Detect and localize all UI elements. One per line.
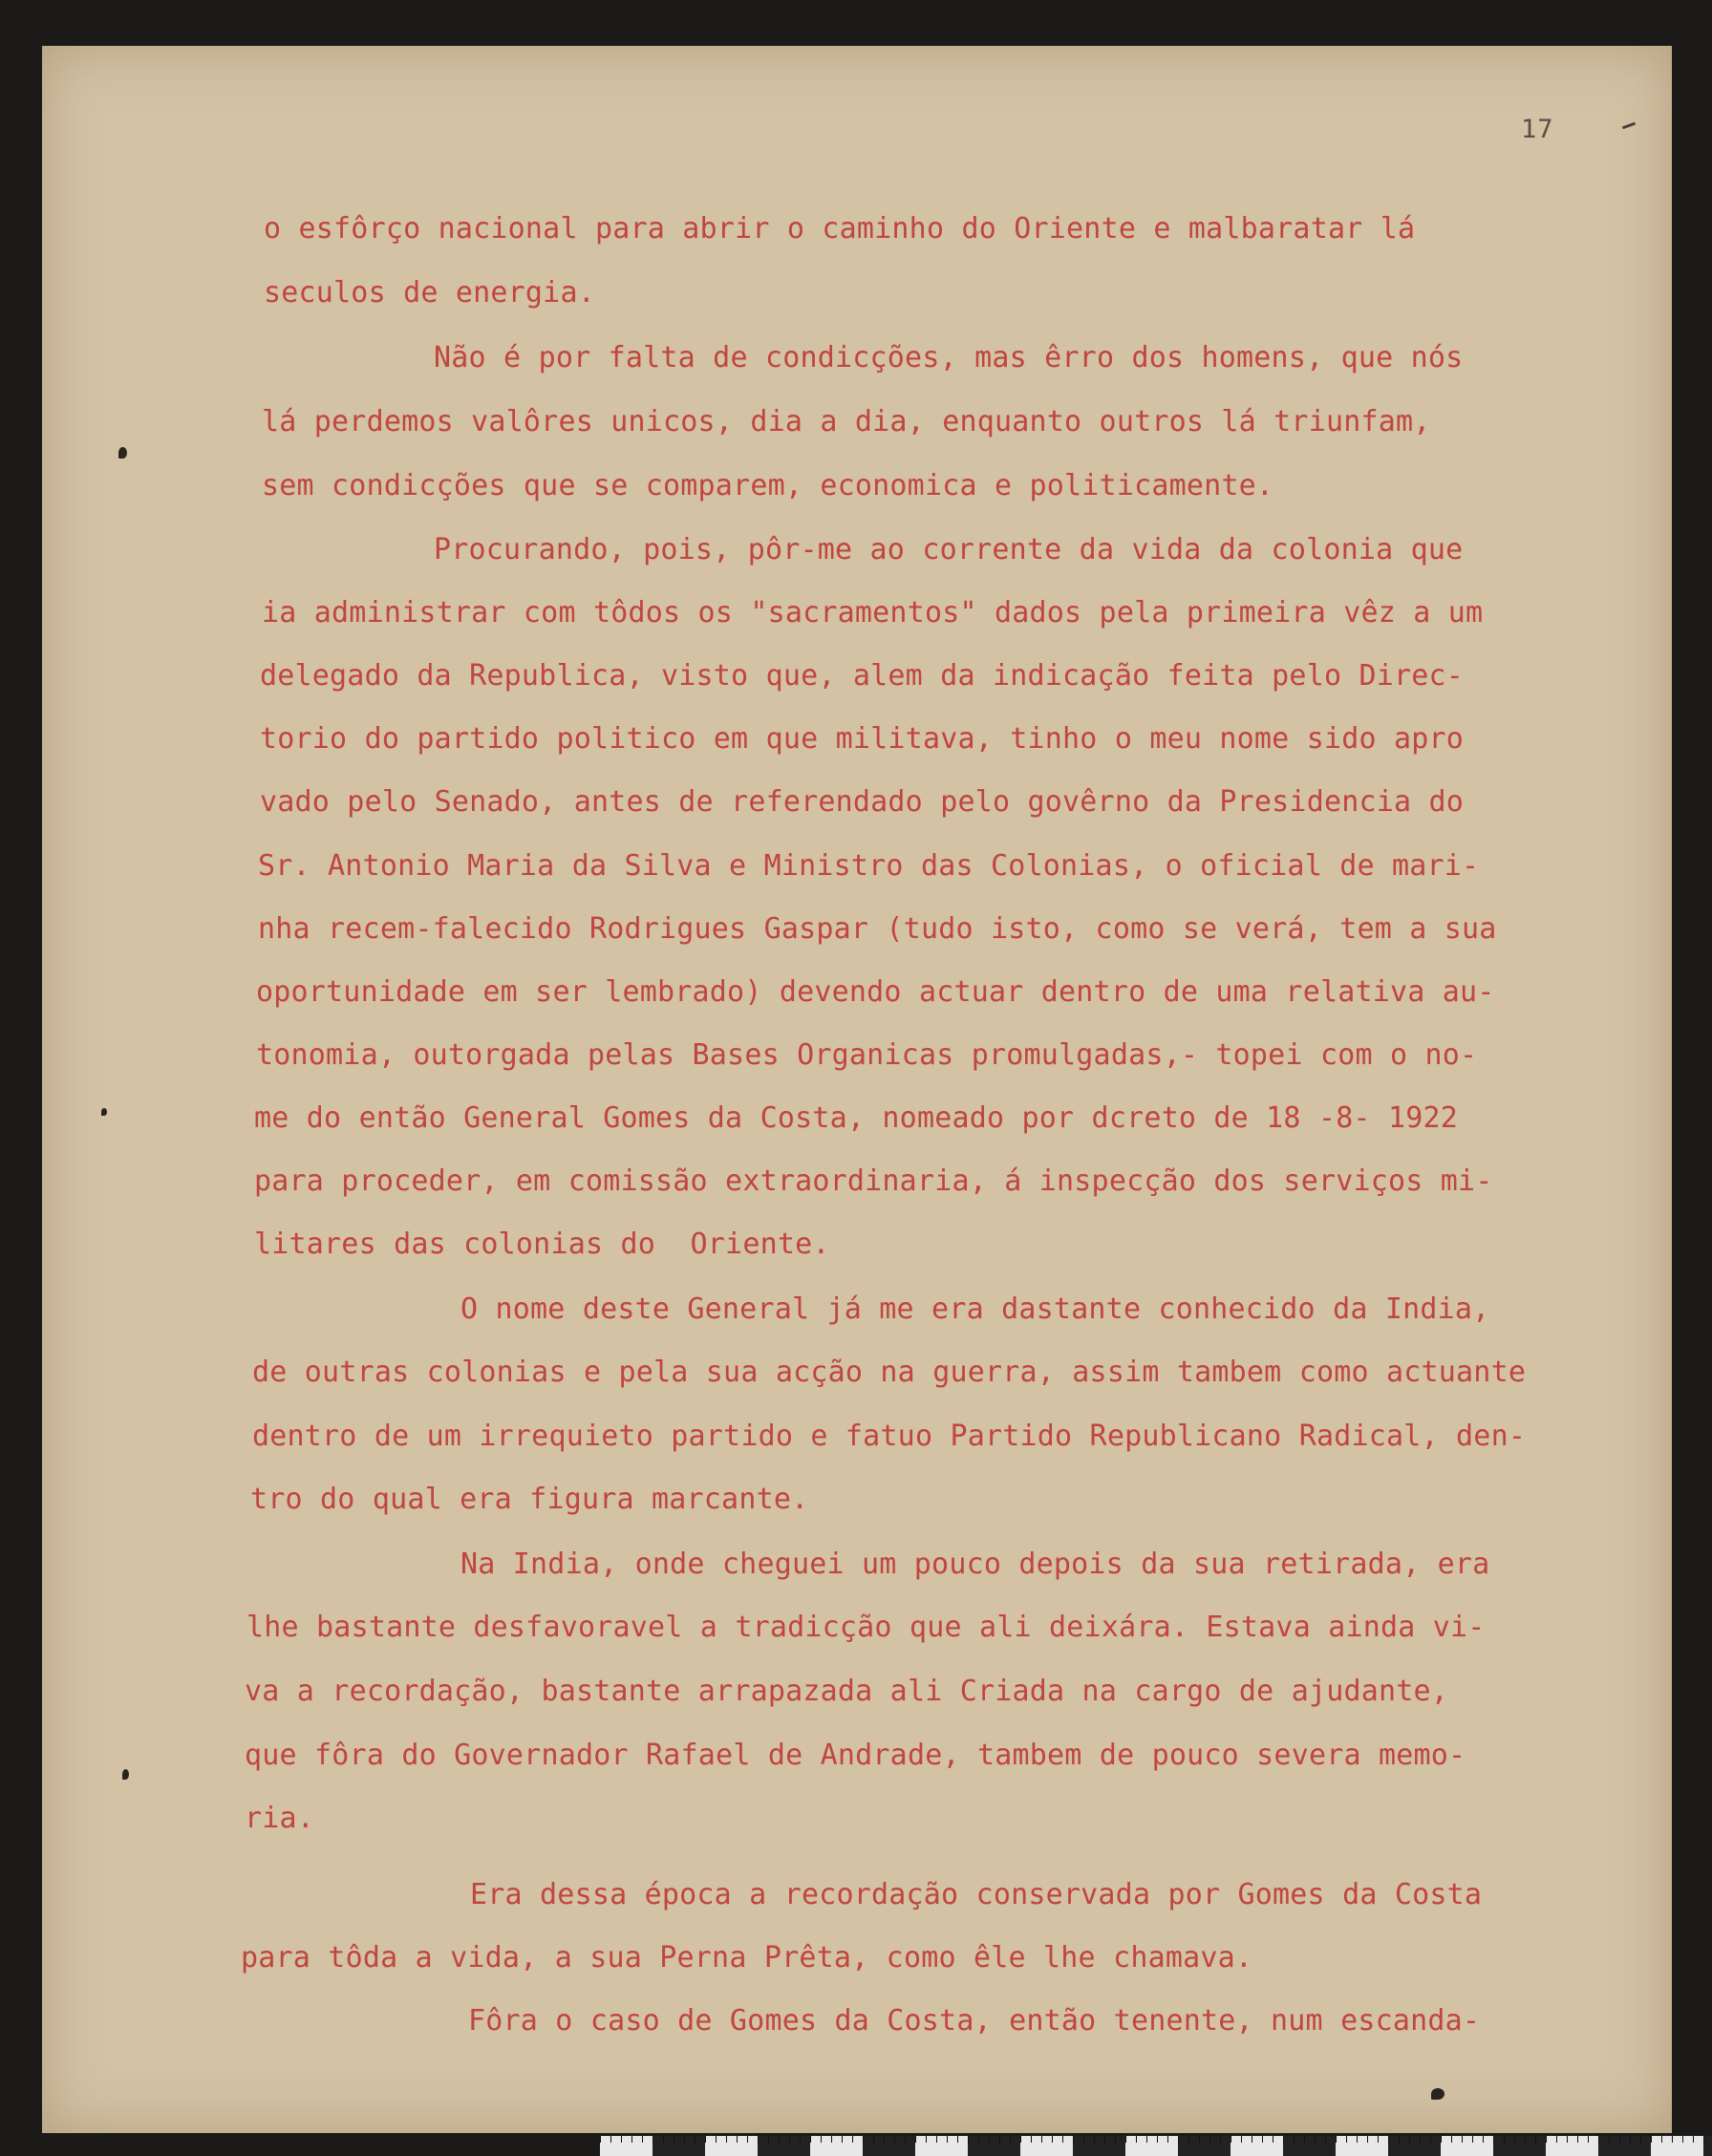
margin-mark-icon [101,1108,107,1116]
text-line-11: Sr. Antonio Maria da Silva e Ministro das Colonias, o oficial de mari- [258,849,1480,883]
text-line-3: Não é por falta de condicções, mas êrro dos homens, que nós [434,341,1464,374]
text-line-1: o esfôrço nacional para abrir o caminho do Oriente e malbaratar lá [264,212,1416,245]
text-line-22: Na India, onde cheguei um pouco depois da sua retirada, era [460,1548,1490,1581]
text-line-28: para tôda a vida, a sua Perna Prêta, como êle lhe chamava. [241,1941,1253,1975]
text-line-15: me do então General Gomes da Costa, nomeado por dcreto de 18 -8- 1922 [254,1101,1459,1135]
text-line-10: vado pelo Senado, antes de referendado pelo govêrno da Presidencia do [260,785,1465,819]
text-line-17: litares das colonias do Oriente. [254,1227,830,1261]
text-line-7: ia administrar com tôdos os "sacramentos" dados pela primeira vêz a um [262,596,1484,630]
margin-mark-icon [1431,2088,1444,2100]
text-line-29: Fôra o caso de Gomes da Costa, então tenente, num escanda- [468,2004,1481,2038]
text-line-18: O nome deste General já me era dastante conhecido da India, [460,1292,1490,1326]
text-line-4: lá perdemos valôres unicos, dia a dia, enquanto outros lá triunfam, [262,405,1431,438]
text-line-20: dentro de um irrequieto partido e fatuo Partido Republicano Radical, den- [252,1420,1527,1453]
measurement-scale [600,2136,1712,2156]
page-number: 17 [1521,115,1554,144]
text-line-14: tonomia, outorgada pelas Bases Organicas promulgadas,- topei com o no- [256,1038,1478,1072]
text-line-21: tro do qual era figura marcante. [250,1483,809,1516]
text-line-6: Procurando, pois, pôr-me ao corrente da vida da colonia que [434,533,1464,566]
scale-ticks [600,2136,1712,2143]
text-line-9: torio do partido politico em que militava, tinho o meu nome sido apro [260,722,1465,756]
text-line-8: delegado da Republica, visto que, alem da indicação feita pelo Direc- [260,659,1465,693]
text-line-5: sem condicções que se comparem, economica e politicamente. [262,469,1274,502]
text-line-13: oportunidade em ser lembrado) devendo actuar dentro de uma relativa au- [256,975,1495,1009]
text-line-12: nha recem-falecido Rodrigues Gaspar (tudo isto, como se verá, tem a sua [258,912,1497,946]
text-line-2: seculos de energia. [264,276,595,310]
text-line-16: para proceder, em comissão extraordinaria, á inspecção dos serviços mi- [254,1164,1493,1198]
text-line-27: Era dessa época a recordação conservada por Gomes da Costa [470,1878,1483,1911]
margin-mark-icon [118,447,127,459]
text-line-24: va a recordação, bastante arrapazada ali Criada na cargo de ajudante, [245,1675,1449,1708]
margin-mark-icon [122,1769,129,1780]
text-line-23: lhe bastante desfavoravel a tradicção que ali deixára. Estava ainda vi- [246,1611,1486,1644]
text-line-26: ria. [245,1802,315,1835]
text-line-19: de outras colonias e pela sua acção na guerra, assim tambem como actuante [252,1356,1527,1389]
text-line-25: que fôra do Governador Rafael de Andrade, tambem de pouco severa memo- [245,1739,1466,1772]
